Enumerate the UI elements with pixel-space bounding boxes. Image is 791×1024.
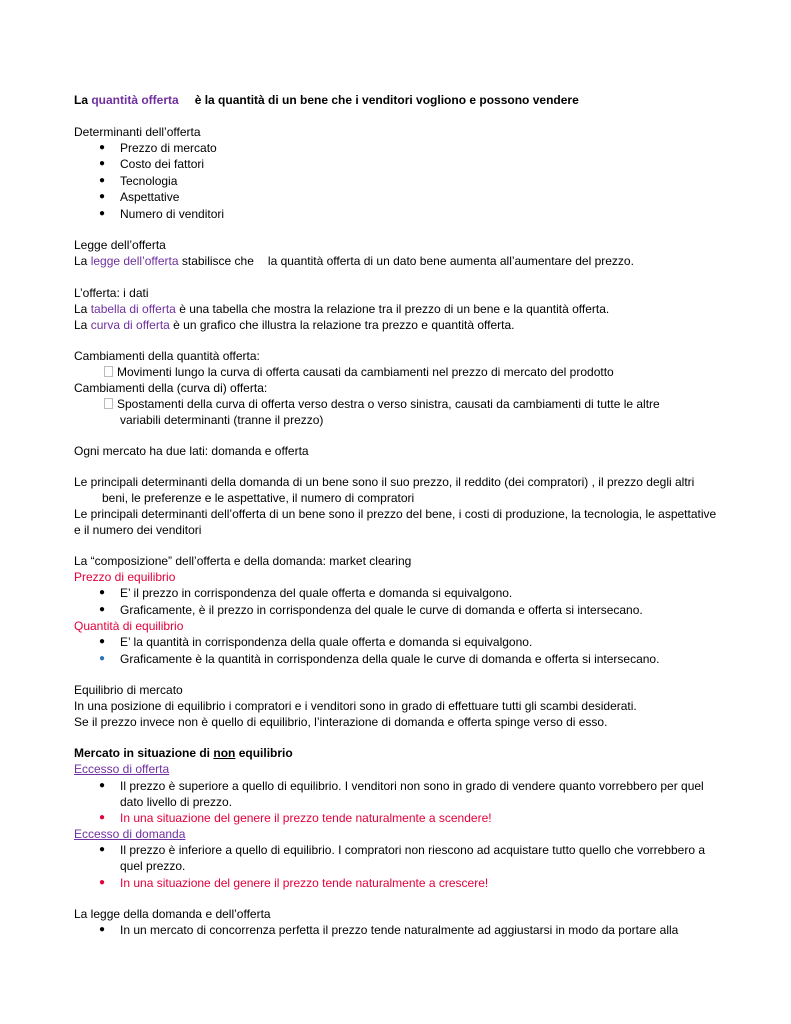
equilibrio-mercato-line-1: In una posizione di equilibrio i compratori e i venditori sono in grado di effettuare tutti gli scambi desiderati. xyxy=(74,699,637,713)
cambiamenti-curva-item xyxy=(104,396,660,412)
cambiamenti-curva-text-1: Spostamenti della curva di offerta verso destra o verso sinistra, causati da cambiamenti di tutte le altre xyxy=(117,397,660,411)
dati-l1-term: tabella di offerta xyxy=(90,302,176,316)
list-item: Numero di venditori xyxy=(120,207,225,221)
list-item: In un mercato di concorrenza perfetta il prezzo tende naturalmente ad aggiustarsi in modo da portare alla xyxy=(120,923,679,937)
title-line xyxy=(74,92,579,108)
legge-term: legge dell’offerta xyxy=(90,254,179,268)
bullet-icon: ● xyxy=(99,924,106,935)
list-item: Il prezzo è superiore a quello di equilibrio. I venditori non sono in grado di vendere quanto vorrebbero per quel xyxy=(120,779,704,793)
dati-l2-rest: è un grafico che illustra la relazione tra prezzo e quantità offerta. xyxy=(169,318,515,332)
dati-l2-prefix: La xyxy=(74,318,91,332)
bullet-icon: ● xyxy=(99,175,106,186)
bullet-icon: ● xyxy=(99,844,106,855)
dati-l1-prefix: La xyxy=(74,302,91,316)
list-item: Aspettative xyxy=(120,190,180,204)
list-item: In una situazione del genere il prezzo tende naturalmente a scendere! xyxy=(120,811,492,825)
legge-line xyxy=(74,253,634,269)
bullet-icon: ● xyxy=(99,587,106,598)
bullet-icon: ● xyxy=(99,191,106,202)
cambiamenti-quantita-text: Movimenti lungo la curva di offerta causati da cambiamenti nel prezzo di mercato del prodotto xyxy=(117,365,614,379)
bullet-icon: ● xyxy=(99,780,106,791)
eccesso-domanda-link[interactable]: Eccesso di domanda xyxy=(74,827,186,841)
bullet-icon: ● xyxy=(99,653,106,664)
arrow-box-icon xyxy=(104,366,113,377)
bullet-icon: ● xyxy=(99,604,106,615)
list-item: E’ il prezzo in corrispondenza del quale offerta e domanda si equivalgono. xyxy=(120,586,513,600)
title-term: quantità offerta xyxy=(91,93,179,107)
list-item-continued: dato livello di prezzo. xyxy=(120,795,233,809)
legge-heading: Legge dell’offerta xyxy=(74,238,166,252)
determinanti-heading: Determinanti dell’offerta xyxy=(74,125,201,139)
non-eq-heading-a: Mercato in situazione di xyxy=(74,746,214,760)
equilibrio-mercato-heading: Equilibrio di mercato xyxy=(74,683,183,697)
dati-heading: L’offerta: i dati xyxy=(74,286,149,300)
cambiamenti-curva-heading: Cambiamenti della (curva di) offerta: xyxy=(74,381,268,395)
eccesso-offerta-link[interactable]: Eccesso di offerta xyxy=(74,762,170,776)
list-item: E’ la quantità in corrispondenza della quale offerta e domanda si equivalgono. xyxy=(120,635,533,649)
principali-domanda-2: beni, le preferenze e le aspettative, il numero di compratori xyxy=(102,491,415,505)
cambiamenti-curva-text-2: variabili determinanti (tranne il prezzo) xyxy=(120,413,324,427)
title-prefix: La xyxy=(74,93,92,107)
non-equilibrio-heading xyxy=(74,745,293,761)
principali-domanda-1: Le principali determinanti della domanda di un bene sono il suo prezzo, il reddito (dei compratori) , il prezzo degli altri xyxy=(74,475,695,489)
list-item-continued: quel prezzo. xyxy=(120,859,186,873)
dati-l1-rest: è una tabella che mostra la relazione tra il prezzo di un bene e la quantità offerta. xyxy=(175,302,610,316)
equilibrio-mercato-line-2: Se il prezzo invece non è quello di equilibrio, l’interazione di domanda e offerta spinge verso di esso. xyxy=(74,715,608,729)
bullet-icon: ● xyxy=(99,877,106,888)
cambiamenti-quantita-heading: Cambiamenti della quantità offerta: xyxy=(74,349,260,363)
list-item: Tecnologia xyxy=(120,174,178,188)
mercato-lati: Ogni mercato ha due lati: domanda e offerta xyxy=(74,444,309,458)
legge-mid: stabilisce che xyxy=(178,254,254,268)
cambiamenti-quantita-item xyxy=(104,364,614,380)
bullet-icon: ● xyxy=(99,812,106,823)
dati-line-1 xyxy=(74,301,609,317)
bullet-icon: ● xyxy=(99,158,106,169)
list-item: Il prezzo è inferiore a quello di equilibrio. I compratori non riescono ad acquistare tutto quello che vorrebbero a xyxy=(120,843,705,857)
list-item: Graficamente è la quantità in corrispondenza della quale le curve di domanda e offerta si intersecano. xyxy=(120,652,660,666)
list-item: Graficamente, è il prezzo in corrispondenza del quale le curve di domanda e offerta si intersecano. xyxy=(120,603,643,617)
dati-line-2 xyxy=(74,317,515,333)
title-rest: è la quantità di un bene che i venditori vogliono e possono vendere xyxy=(194,93,579,107)
legge-prefix: La xyxy=(74,254,91,268)
arrow-box-icon xyxy=(104,398,113,409)
principali-offerta-1: Le principali determinanti dell’offerta di un bene sono il prezzo del bene, i costi di produzione, la tecnologia, le aspettative xyxy=(74,507,717,521)
bullet-icon: ● xyxy=(99,208,106,219)
quantita-equilibrio-heading: Quantità di equilibrio xyxy=(74,619,184,633)
list-item: Costo dei fattori xyxy=(120,157,205,171)
prezzo-equilibrio-heading: Prezzo di equilibrio xyxy=(74,570,176,584)
composizione-heading: La “composizione” dell’offerta e della domanda: market clearing xyxy=(74,554,412,568)
legge-domanda-offerta-heading: La legge della domanda e dell’offerta xyxy=(74,907,271,921)
legge-rest: la quantità offerta di un dato bene aumenta all’aumentare del prezzo. xyxy=(267,254,634,268)
bullet-icon: ● xyxy=(99,636,106,647)
bullet-icon: ● xyxy=(99,142,106,153)
non-eq-heading-c: equilibrio xyxy=(235,746,293,760)
non-eq-heading-b: non xyxy=(213,746,236,760)
dati-l2-term: curva di offerta xyxy=(90,318,170,332)
list-item: In una situazione del genere il prezzo tende naturalmente a crescere! xyxy=(120,876,489,890)
principali-offerta-2: e il numero dei venditori xyxy=(74,523,202,537)
list-item: Prezzo di mercato xyxy=(120,141,217,155)
